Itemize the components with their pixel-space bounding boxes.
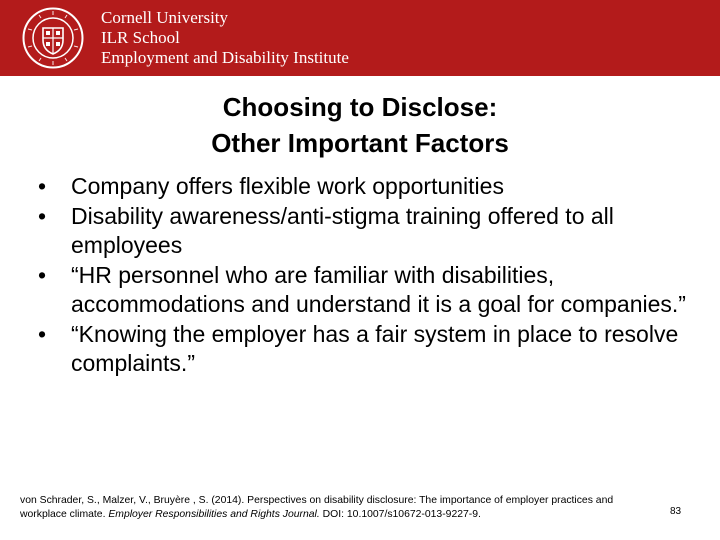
slide-title-line-1: Choosing to Disclose: [222, 92, 498, 122]
bullet-item [30, 320, 690, 379]
bullet-dot-icon: • [37, 320, 47, 347]
bullet-text: “HR personnel who are familiar with disabilities, accommodations and understand it is a goal for companies.” [71, 261, 686, 317]
bullet-text: Company offers flexible work opportunities [71, 173, 504, 199]
school-name: ILR School [101, 28, 180, 47]
bullet-dot-icon: • [37, 261, 47, 288]
citation-journal: Employer Responsibilities and Rights Journal. [108, 509, 320, 520]
page-number: 83 [670, 506, 682, 517]
citation [20, 494, 660, 522]
university-name: Cornell University [101, 8, 229, 27]
bullet-text: “Knowing the employer has a fair system in place to resolve complaints.” [71, 320, 679, 376]
bullet-item [30, 261, 690, 320]
citation-authors-title: von Schrader, S., Malzer, V., Bruyère , S. (2014). Perspectives on disability disclosure: The importance of employer practices and workplace climate. [20, 495, 614, 520]
slide-title-line-2: Other Important Factors [211, 128, 509, 158]
bullet-dot-icon: • [37, 202, 47, 229]
institution-name [101, 8, 349, 68]
header-banner [0, 0, 720, 76]
citation-doi: DOI: 10.1007/s10672-013-9227-9. [319, 509, 481, 520]
bullet-dot-icon: • [37, 173, 47, 199]
bullet-item [30, 172, 690, 202]
bullet-list [30, 172, 690, 379]
cornell-seal-icon [22, 7, 84, 69]
bullet-item [30, 202, 690, 261]
institute-name: Employment and Disability Institute [101, 48, 349, 67]
bullet-text: Disability awareness/anti-stigma training offered to all employees [71, 202, 614, 258]
slide-title [0, 89, 720, 161]
